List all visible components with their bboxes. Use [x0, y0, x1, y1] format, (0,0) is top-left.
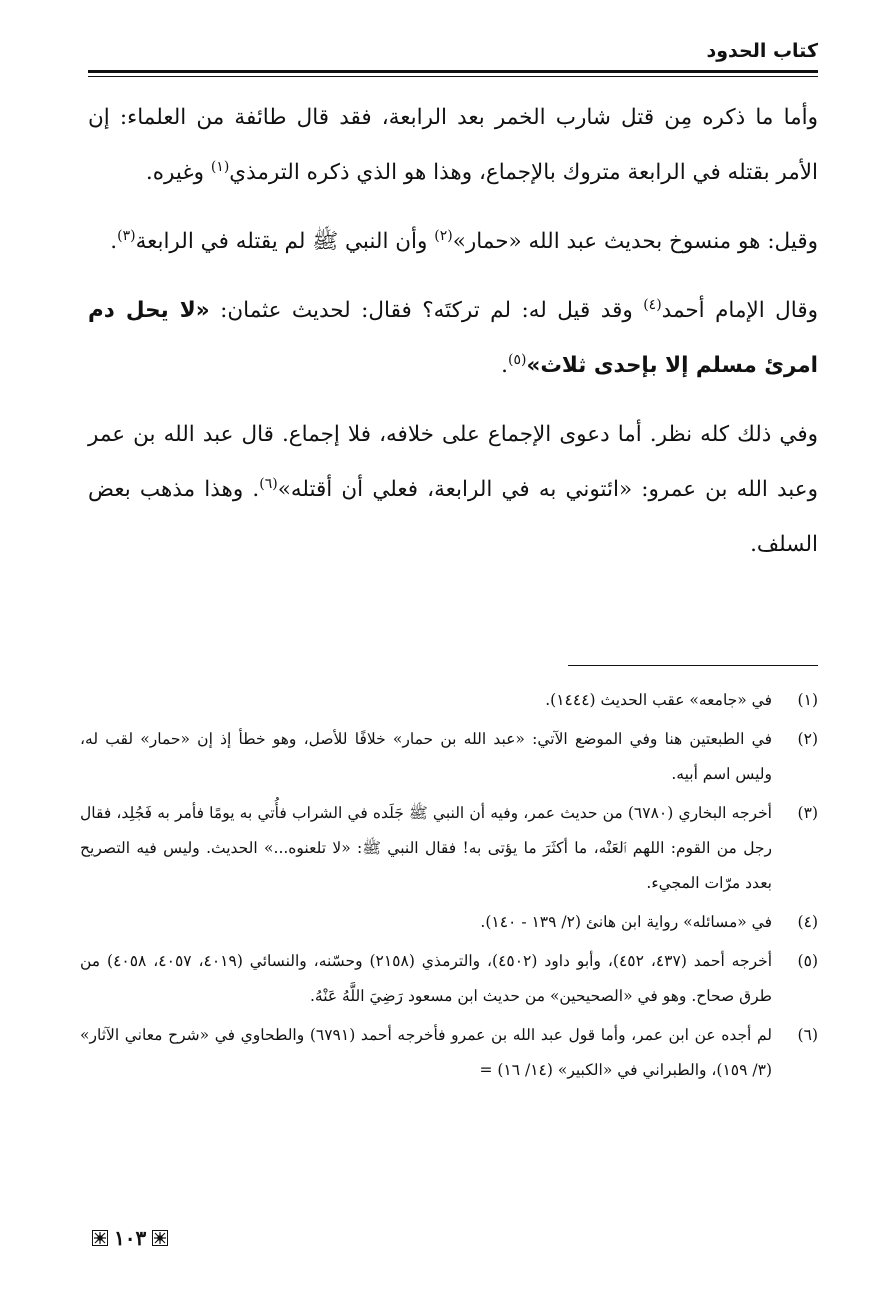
paragraph	[88, 214, 818, 269]
footnote	[80, 944, 818, 1014]
paragraph-text: وقد قيل له: لم تركتَه؟ فقال: لحديث عثمان:	[209, 298, 644, 323]
paragraph-text: وأن النبي ﷺ لم يقتله في الرابعة	[135, 229, 435, 254]
footnote-text: في الطبعتين هنا وفي الموضع الآتي: «عبد الله بن حمار» خلافًا للأصل، وهو خطأ إذ إن «حمار» لقب له، وليس اسم أبيه.	[80, 730, 772, 783]
footnote-text: لم أجده عن ابن عمر، وأما قول عبد الله بن عمرو فأخرجه أحمد (٦٧٩١) والطحاوي في «شرح معاني الآثار» (٣/ ١٥٩)، والطبراني في «الكبير» (١٤/ ١٦) =	[80, 1026, 772, 1079]
footnote-divider	[568, 665, 818, 666]
footnote	[80, 1018, 818, 1088]
footnote-number: (٥)	[797, 952, 818, 970]
footnote-ref[interactable]: (١)	[210, 159, 230, 175]
ornament-icon	[92, 1230, 108, 1246]
paragraph-text: وقال الإمام أحمد	[661, 298, 818, 323]
paragraph-text: .	[110, 229, 118, 254]
footnote-ref[interactable]: (٢)	[434, 228, 453, 244]
header-rule-thick	[88, 70, 818, 73]
paragraph-text: وفي ذلك كله نظر. أما دعوى الإجماع على خلافه، فلا إجماع. قال عبد الله بن عمر وعبد الله بن عمرو: «ائتوني به في الرابعة، فعلي أن أقتله»	[88, 422, 818, 502]
paragraph	[88, 90, 818, 200]
footnote-number: (٤)	[797, 913, 818, 931]
footnote	[80, 683, 818, 718]
footnote-ref[interactable]: (٥)	[507, 352, 527, 368]
footnote-number: (٣)	[797, 804, 818, 822]
footnote-ref[interactable]: (٤)	[643, 297, 662, 313]
main-text	[88, 90, 818, 586]
header-rule-thin	[88, 76, 818, 77]
footnote-number: (٢)	[797, 730, 818, 748]
footnote-number: (١)	[797, 691, 818, 709]
running-header-title: كتاب الحدود	[706, 40, 818, 62]
footnotes	[80, 683, 818, 1092]
paragraph-text: وقيل: هو منسوخ بحديث عبد الله «حمار»	[452, 229, 818, 254]
footnote	[80, 796, 818, 901]
ornament-icon	[152, 1230, 168, 1246]
page-number: ١٠٣	[114, 1226, 147, 1250]
paragraph-text: .	[501, 353, 508, 378]
footnote-text: أخرجه البخاري (٦٧٨٠) من حديث عمر، وفيه أن النبي ﷺ جَلَده في الشراب فأُتي به يومًا فأمر به فَجُلِد، فقال رجل من القوم: اللهم ٱلعَنْه، ما أكثَرَ ما يؤتى به! فقال النبي ﷺ: «لا تلعنوه...» الحديث. وليس فيه التصريح بعدد مرّات المجيء.	[80, 804, 772, 892]
footnote	[80, 905, 818, 940]
paragraph	[88, 407, 818, 572]
footnote-text: في «جامعه» عقب الحديث (١٤٤٤).	[545, 691, 772, 709]
paragraph-text: وأما ما ذكره مِن قتل شارب الخمر بعد الرابعة، فقد قال طائفة من العلماء: إن الأمر بقتله في الرابعة متروك بالإجماع، وهذا هو الذي ذكره الترمذي	[88, 105, 818, 185]
page-number-block	[92, 1226, 168, 1250]
footnote	[80, 722, 818, 792]
footnote-ref[interactable]: (٣)	[117, 228, 136, 244]
footnote-text: في «مسائله» رواية ابن هانئ (٢/ ١٣٩ - ١٤٠).	[480, 913, 772, 931]
footnote-ref[interactable]: (٦)	[259, 476, 278, 492]
paragraph-text: وغيره.	[145, 160, 211, 185]
footnote-number: (٦)	[797, 1026, 818, 1044]
hadith-quote: «لا يحل دم امرئ مسلم إلا بإحدى ثلاث»	[88, 298, 818, 378]
paragraph-text: . وهذا مذهب بعض السلف.	[88, 477, 818, 557]
footnote-text: أخرجه أحمد (٤٣٧، ٤٥٢)، وأبو داود (٤٥٠٢)، والترمذي (٢١٥٨) وحسّنه، والنسائي (٤٠١٩، ٤٠٥٧، ٤٠٥٨) من طرق صحاح. وهو في «الصحيحين» من حديث ابن مسعود رَضِيَ اللَّهُ عَنْهُ.	[80, 952, 773, 1005]
paragraph	[88, 283, 818, 393]
